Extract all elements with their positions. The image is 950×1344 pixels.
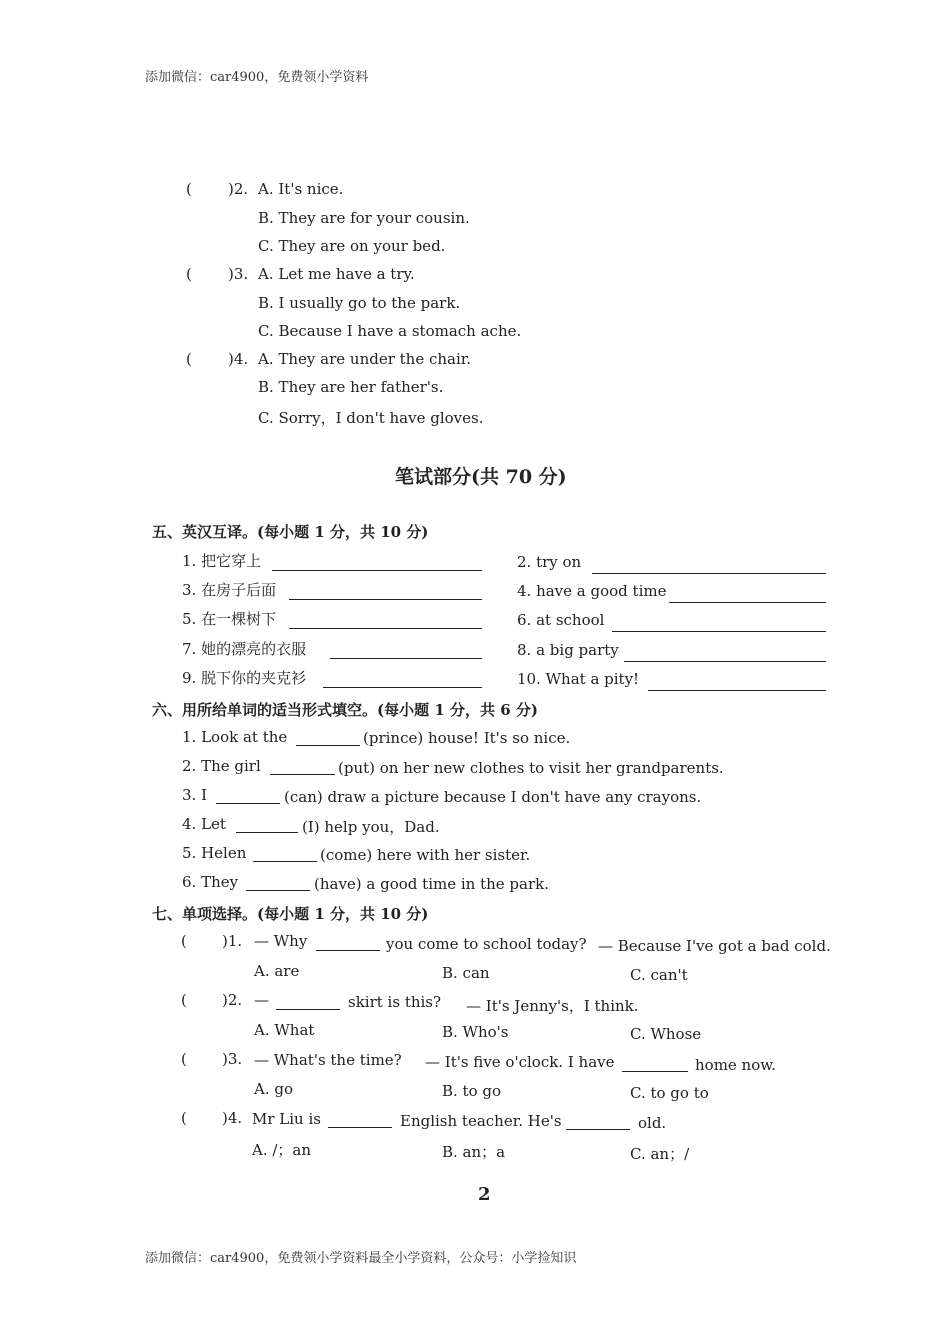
option-b: B. They are for your cousin. — [258, 209, 470, 227]
option-b: B. an；a — [442, 1143, 506, 1161]
fill-item-pre: 3. I — [182, 786, 208, 804]
translate-item: 4. have a good time — [517, 582, 667, 600]
question-text: home now. — [695, 1056, 777, 1074]
fill-item-post: (come) here with her sister. — [320, 846, 531, 864]
blank-line[interactable] — [253, 861, 317, 862]
option-c: C. Whose — [630, 1025, 702, 1043]
answer-line[interactable] — [648, 690, 826, 691]
blank-line[interactable] — [296, 745, 360, 746]
section-title: 笔试部分(共 70 分) — [395, 466, 567, 488]
answer-line[interactable] — [669, 602, 826, 603]
question-text: — It's Jenny's，I think. — [466, 997, 639, 1015]
answer-line[interactable] — [612, 631, 826, 632]
fill-item-post: (have) a good time in the park. — [314, 875, 549, 893]
question-number: )2. — [222, 991, 243, 1009]
question-text: — — [254, 991, 269, 1009]
translate-item: 7. 她的漂亮的衣服 — [182, 640, 307, 658]
section5-heading: 五、英汉互译。(每小题 1 分，共 10 分) — [152, 523, 429, 541]
translate-item: 5. 在一棵树下 — [182, 610, 277, 628]
option-a: A. are — [254, 962, 300, 980]
fill-item-post: (can) draw a picture because I don't have any crayons. — [284, 788, 702, 806]
option-b: B. They are her father's. — [258, 378, 444, 396]
option-b: B. can — [442, 964, 490, 982]
blank-line[interactable] — [246, 890, 310, 891]
fill-item-pre: 5. Helen — [182, 844, 247, 862]
option-a: A. It's nice. — [258, 180, 344, 198]
translate-item: 2. try on — [517, 553, 582, 571]
blank-line[interactable] — [566, 1129, 630, 1130]
translate-item: 1. 把它穿上 — [182, 552, 262, 570]
option-b: B. Who's — [442, 1023, 509, 1041]
blank-line[interactable] — [236, 832, 298, 833]
answer-paren: ( — [181, 1109, 187, 1127]
answer-paren: ( — [181, 932, 187, 950]
section6-heading: 六、用所给单词的适当形式填空。(每小题 1 分，共 6 分) — [152, 701, 538, 719]
translate-item: 3. 在房子后面 — [182, 581, 277, 599]
blank-line[interactable] — [316, 950, 380, 951]
translate-item: 6. at school — [517, 611, 605, 629]
answer-paren: ( — [186, 180, 192, 198]
option-c: C. to go to — [630, 1084, 709, 1102]
answer-line[interactable] — [323, 687, 482, 688]
option-b: B. to go — [442, 1082, 502, 1100]
answer-paren: ( — [186, 265, 192, 283]
question-number: )1. — [222, 932, 243, 950]
option-a: A. go — [254, 1080, 294, 1098]
option-c: C. Sorry，I don't have gloves. — [258, 409, 484, 427]
answer-line[interactable] — [592, 573, 826, 574]
answer-line[interactable] — [289, 599, 482, 600]
question-text: — Why — [254, 932, 308, 950]
question-number: )4. — [228, 350, 249, 368]
question-text: you come to school today? — [386, 935, 587, 953]
fill-item-post: (I) help you，Dad. — [302, 818, 440, 836]
question-text: — It's five o'clock. I have — [425, 1053, 615, 1071]
blank-line[interactable] — [622, 1071, 688, 1072]
answer-line[interactable] — [624, 661, 826, 662]
question-text: old. — [638, 1114, 667, 1132]
question-text: — Because I've got a bad cold. — [598, 937, 831, 955]
question-number: )4. — [222, 1109, 243, 1127]
option-c: C. Because I have a stomach ache. — [258, 322, 522, 340]
page-number: 2 — [478, 1184, 491, 1205]
blank-line[interactable] — [270, 774, 335, 775]
option-a: A. Let me have a try. — [258, 265, 415, 283]
fill-item-pre: 4. Let — [182, 815, 226, 833]
answer-line[interactable] — [272, 570, 482, 571]
translate-item: 10. What a pity! — [517, 670, 640, 688]
blank-line[interactable] — [276, 1009, 340, 1010]
bottom-note: 添加微信：car4900，免费领小学资料最全小学资料，公众号：小学捡知识 — [145, 1251, 577, 1266]
question-text: English teacher. He's — [400, 1112, 562, 1130]
option-c: C. They are on your bed. — [258, 237, 446, 255]
fill-item-post: (prince) house! It's so nice. — [363, 729, 571, 747]
option-a: A. /；an — [252, 1141, 312, 1159]
answer-paren: ( — [181, 991, 187, 1009]
top-note: 添加微信：car4900，免费领小学资料 — [145, 70, 369, 85]
answer-line[interactable] — [289, 628, 482, 629]
question-number: )3. — [228, 265, 249, 283]
fill-item-pre: 6. They — [182, 873, 239, 891]
answer-line[interactable] — [330, 658, 482, 659]
section7-heading: 七、单项选择。(每小题 1 分，共 10 分) — [152, 905, 429, 923]
question-number: )2. — [228, 180, 249, 198]
answer-paren: ( — [186, 350, 192, 368]
fill-item-pre: 2. The girl — [182, 757, 261, 775]
blank-line[interactable] — [328, 1127, 392, 1128]
fill-item-pre: 1. Look at the — [182, 728, 288, 746]
option-a: A. They are under the chair. — [258, 350, 472, 368]
translate-item: 8. a big party — [517, 641, 619, 659]
option-c: C. can't — [630, 966, 688, 984]
question-text: skirt is this? — [348, 993, 442, 1011]
blank-line[interactable] — [216, 803, 280, 804]
option-a: A. What — [254, 1021, 315, 1039]
option-c: C. an；/ — [630, 1145, 690, 1163]
question-text: — What's the time? — [254, 1051, 402, 1069]
question-number: )3. — [222, 1050, 243, 1068]
translate-item: 9. 脱下你的夹克衫 — [182, 669, 307, 687]
fill-item-post: (put) on her new clothes to visit her grandparents. — [338, 759, 724, 777]
answer-paren: ( — [181, 1050, 187, 1068]
option-b: B. I usually go to the park. — [258, 294, 461, 312]
question-text: Mr Liu is — [252, 1110, 321, 1128]
